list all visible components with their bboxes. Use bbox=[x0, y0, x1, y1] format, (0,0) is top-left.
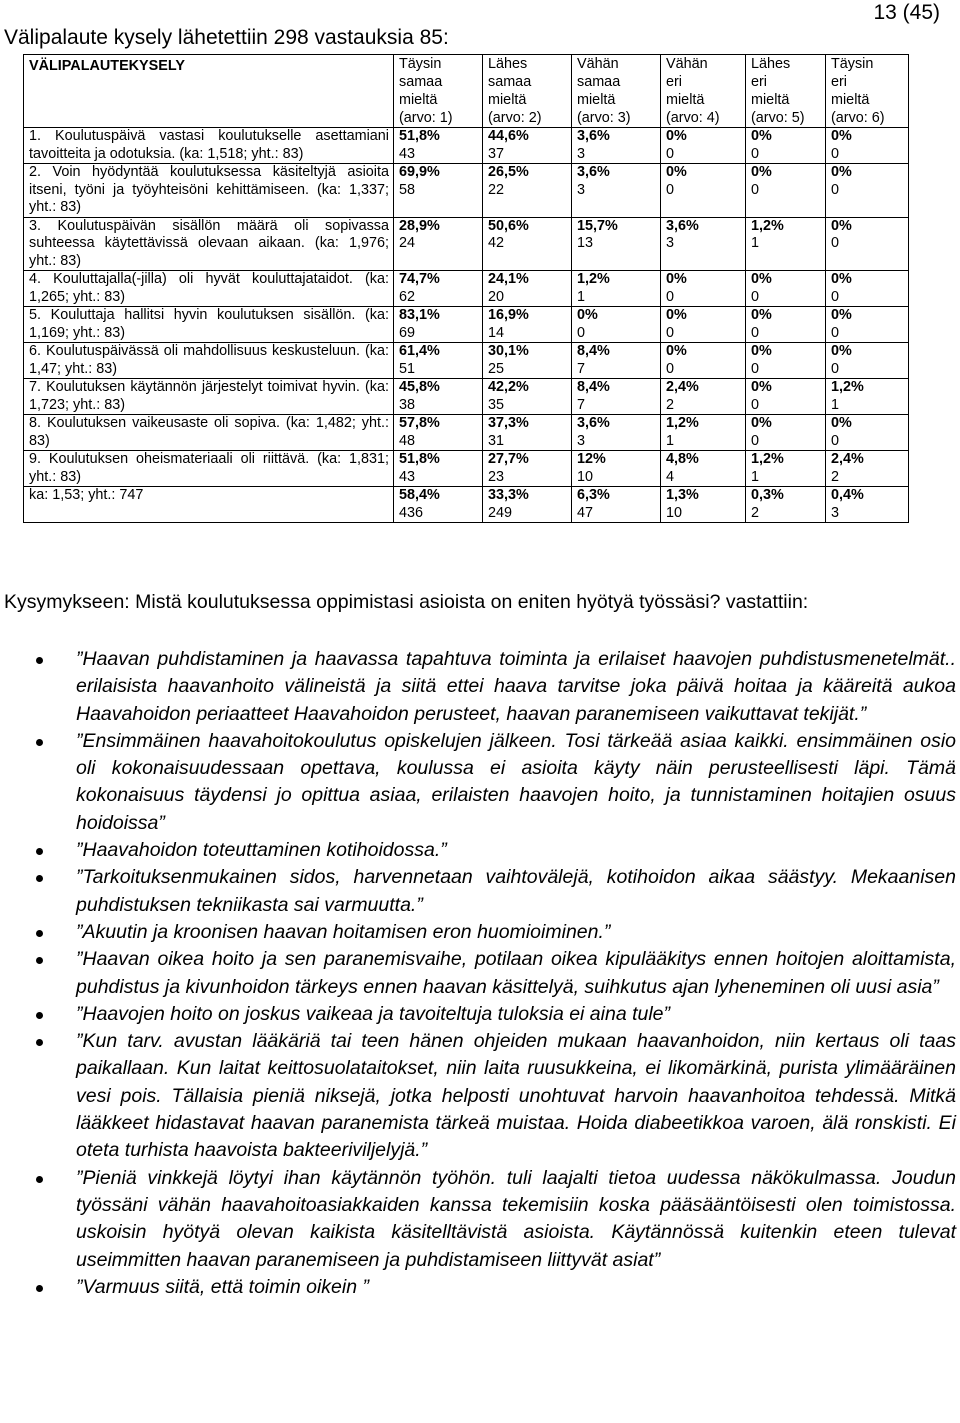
column-header-line: (arvo: 1) bbox=[399, 110, 453, 126]
percentage-value: 51,8% bbox=[399, 128, 440, 144]
page-number: 13 (45) bbox=[873, 1, 940, 24]
answer-text: ”Varmuus siitä, että toimin oikein ” bbox=[76, 1275, 369, 1298]
question-cell: 1. Koulutuspäivä vastasi koulutukselle asettamiani tavoitteita ja odotuksia. (ka: 1,518; yht.: 83) bbox=[24, 128, 394, 164]
result-cell bbox=[483, 271, 572, 307]
percentage-value: 0% bbox=[666, 164, 687, 180]
result-cell bbox=[661, 415, 746, 451]
percentage-value: 3,6% bbox=[577, 164, 610, 180]
column-header-line: mieltä bbox=[399, 92, 438, 108]
percentage-value: 0% bbox=[751, 128, 772, 144]
column-header-line: Lähes bbox=[488, 56, 528, 72]
percentage-value: 1,2% bbox=[751, 451, 784, 467]
column-header-line: eri bbox=[666, 74, 682, 90]
percentage-value: 0% bbox=[751, 415, 772, 431]
result-cell bbox=[661, 379, 746, 415]
count-value: 47 bbox=[577, 504, 594, 521]
percentage-value: 2,4% bbox=[666, 379, 699, 395]
result-cell bbox=[572, 164, 661, 218]
result-cell bbox=[826, 379, 909, 415]
answer-text: ”Kun tarv. avustan lääkäriä tai teen hänen ohjeiden mukaan haavanhoidon, niin kertaus oli taas paikallaan. Kun laitat keittosuolataitokset, niin laita ruusukkeina, ei likomärkinä, purista ylimääräinen vesi pois. Tällaisia pieniä niksejä, jotka helposti unohtuvat harvoin haavanhoitoa tehdessä. Mitkä lääkkeet hidastavat haavan paranemista tärkeä muistaa. Hoida diabeetikkoa varoen, älä ronskisti. Ei oteta turhista haavoista bakteeriviljelyjä.” bbox=[76, 1030, 956, 1162]
percentage-value: 30,1% bbox=[488, 343, 529, 359]
result-cell bbox=[746, 379, 826, 415]
percentage-value: 50,6% bbox=[488, 217, 529, 234]
percentage-value: 0% bbox=[831, 343, 852, 359]
result-cell bbox=[394, 307, 483, 343]
result-cell bbox=[572, 128, 661, 164]
column-header-line: samaa bbox=[399, 74, 443, 90]
percentage-value: 0% bbox=[831, 307, 852, 323]
count-value: 10 bbox=[666, 504, 683, 521]
count-value: 43 bbox=[399, 468, 416, 485]
count-value: 37 bbox=[488, 145, 505, 162]
table-body bbox=[24, 128, 909, 523]
count-value: 0 bbox=[751, 324, 760, 341]
result-cell bbox=[572, 307, 661, 343]
count-value: 20 bbox=[488, 288, 505, 305]
count-value: 69 bbox=[399, 324, 416, 341]
count-value: 0 bbox=[751, 432, 760, 449]
count-value: 7 bbox=[577, 360, 586, 377]
percentage-value: 1,2% bbox=[666, 415, 699, 431]
count-value: 0 bbox=[751, 288, 760, 305]
column-header bbox=[394, 55, 483, 128]
percentage-value: 16,9% bbox=[488, 307, 529, 323]
result-cell bbox=[572, 451, 661, 487]
question-cell: 4. Kouluttajalla(-jilla) oli hyvät kouluttajataidot. (ka: 1,265; yht.: 83) bbox=[24, 271, 394, 307]
count-value: 1 bbox=[831, 396, 840, 413]
percentage-value: 69,9% bbox=[399, 164, 440, 180]
column-header-line: Täysin bbox=[831, 56, 874, 72]
question-cell: 7. Koulutuksen käytännön järjestelyt toimivat hyvin. (ka: 1,723; yht.: 83) bbox=[24, 379, 394, 415]
result-cell bbox=[826, 451, 909, 487]
column-header-line: eri bbox=[831, 74, 847, 90]
result-cell bbox=[746, 217, 826, 271]
answer-item bbox=[36, 1001, 956, 1028]
percentage-value: 74,7% bbox=[399, 271, 440, 287]
result-cell bbox=[483, 487, 572, 523]
count-value: 2 bbox=[666, 396, 675, 413]
table-row bbox=[24, 128, 909, 164]
column-header-line: Täysin bbox=[399, 56, 442, 72]
result-cell bbox=[661, 271, 746, 307]
percentage-value: 44,6% bbox=[488, 128, 529, 144]
percentage-value: 0% bbox=[831, 217, 852, 234]
count-value: 0 bbox=[831, 324, 840, 341]
percentage-value: 12% bbox=[577, 451, 606, 467]
result-cell bbox=[572, 343, 661, 379]
column-header-line: Vähän bbox=[666, 56, 708, 72]
table-row bbox=[24, 451, 909, 487]
result-cell bbox=[483, 307, 572, 343]
count-value: 3 bbox=[577, 181, 586, 198]
answer-item bbox=[36, 919, 956, 946]
percentage-value: 61,4% bbox=[399, 343, 440, 359]
percentage-value: 45,8% bbox=[399, 379, 440, 395]
percentage-value: 27,7% bbox=[488, 451, 529, 467]
bullet-icon bbox=[36, 930, 43, 937]
column-header-line: Lähes bbox=[751, 56, 791, 72]
count-value: 0 bbox=[666, 360, 675, 377]
answer-text: ”Akuutin ja kroonisen haavan hoitamisen eron huomioiminen.” bbox=[76, 920, 611, 943]
percentage-value: 42,2% bbox=[488, 379, 529, 395]
count-value: 3 bbox=[577, 432, 586, 449]
bullet-icon bbox=[36, 1176, 43, 1183]
count-value: 4 bbox=[666, 468, 675, 485]
column-header-line: (arvo: 6) bbox=[831, 110, 885, 126]
result-cell bbox=[826, 128, 909, 164]
count-value: 0 bbox=[666, 181, 675, 198]
count-value: 58 bbox=[399, 181, 416, 198]
count-value: 0 bbox=[831, 360, 840, 377]
column-header-line: mieltä bbox=[751, 92, 790, 108]
result-cell bbox=[483, 343, 572, 379]
count-value: 436 bbox=[399, 504, 424, 521]
column-header-line: mieltä bbox=[666, 92, 705, 108]
count-value: 0 bbox=[666, 324, 675, 341]
column-header-line: samaa bbox=[577, 74, 621, 90]
result-cell bbox=[826, 164, 909, 218]
result-cell bbox=[661, 451, 746, 487]
result-cell bbox=[826, 415, 909, 451]
percentage-value: 0% bbox=[831, 271, 852, 287]
result-cell bbox=[826, 343, 909, 379]
result-cell bbox=[746, 451, 826, 487]
result-cell bbox=[826, 271, 909, 307]
count-value: 62 bbox=[399, 288, 416, 305]
count-value: 0 bbox=[666, 288, 675, 305]
percentage-value: 37,3% bbox=[488, 415, 529, 431]
question-cell: 8. Koulutuksen vaikeusaste oli sopiva. (ka: 1,482; yht.: 83) bbox=[24, 415, 394, 451]
result-cell bbox=[394, 415, 483, 451]
column-header-line: (arvo: 4) bbox=[666, 110, 720, 126]
count-value: 0 bbox=[831, 432, 840, 449]
percentage-value: 1,2% bbox=[831, 379, 864, 395]
result-cell bbox=[572, 271, 661, 307]
result-cell bbox=[394, 379, 483, 415]
table-row bbox=[24, 379, 909, 415]
column-header bbox=[746, 55, 826, 128]
percentage-value: 0% bbox=[666, 343, 687, 359]
answer-item bbox=[36, 1274, 956, 1301]
result-cell bbox=[661, 217, 746, 271]
percentage-value: 3,6% bbox=[577, 128, 610, 144]
count-value: 1 bbox=[666, 432, 675, 449]
percentage-value: 58,4% bbox=[399, 487, 440, 503]
count-value: 42 bbox=[488, 235, 505, 251]
answer-text: ”Haavojen hoito on joskus vaikeaa ja tavoiteltuja tuloksia ei aina tule” bbox=[76, 1002, 671, 1025]
result-cell bbox=[746, 415, 826, 451]
bullet-icon bbox=[36, 1039, 43, 1046]
column-header bbox=[572, 55, 661, 128]
answer-text: ”Haavan puhdistaminen ja haavassa tapahtuva toiminta ja erilaiset haavojen puhdistusmenetelmät.. erilaisista haavanhoito välineistä ja siitä ettei haava tarvitse joka päivä hoitaa ja kääreitä aukoa Haavahoidon periaatteet Haavahoidon perusteet, haavan paranemiseen vaikuttavat tekijät.” bbox=[76, 648, 956, 725]
table-row bbox=[24, 487, 909, 523]
percentage-value: 0% bbox=[751, 164, 772, 180]
count-value: 0 bbox=[666, 145, 675, 162]
column-header bbox=[483, 55, 572, 128]
percentage-value: 1,3% bbox=[666, 487, 699, 503]
count-value: 3 bbox=[577, 145, 586, 162]
count-value: 35 bbox=[488, 396, 505, 413]
bullet-icon bbox=[36, 1012, 43, 1019]
bullet-icon bbox=[36, 957, 43, 964]
result-cell bbox=[572, 379, 661, 415]
result-cell bbox=[572, 487, 661, 523]
bullet-icon bbox=[36, 739, 43, 746]
percentage-value: 0% bbox=[831, 164, 852, 180]
count-value: 22 bbox=[488, 181, 505, 198]
percentage-value: 51,8% bbox=[399, 451, 440, 467]
survey-results-table bbox=[23, 54, 909, 523]
percentage-value: 28,9% bbox=[399, 217, 440, 234]
table-row bbox=[24, 164, 909, 218]
percentage-value: 3,6% bbox=[577, 415, 610, 431]
count-value: 0 bbox=[577, 324, 586, 341]
percentage-value: 26,5% bbox=[488, 164, 529, 180]
count-value: 0 bbox=[751, 360, 760, 377]
question-cell: ka: 1,53; yht.: 747 bbox=[24, 487, 394, 523]
bullet-icon bbox=[36, 657, 43, 664]
answer-list bbox=[36, 646, 956, 1301]
count-value: 0 bbox=[751, 181, 760, 198]
count-value: 51 bbox=[399, 360, 416, 377]
answer-item bbox=[36, 946, 956, 1001]
percentage-value: 1,2% bbox=[751, 217, 784, 234]
percentage-value: 8,4% bbox=[577, 343, 610, 359]
table-row bbox=[24, 343, 909, 379]
percentage-value: 57,8% bbox=[399, 415, 440, 431]
result-cell bbox=[483, 217, 572, 271]
count-value: 1 bbox=[751, 235, 760, 251]
table-title: VÄLIPALAUTEKYSELY bbox=[24, 55, 394, 128]
survey-heading: Välipalaute kysely lähetettiin 298 vastauksia 85: bbox=[4, 26, 449, 49]
table-row bbox=[24, 271, 909, 307]
result-cell bbox=[394, 217, 483, 271]
bullet-icon bbox=[36, 875, 43, 882]
result-cell bbox=[661, 487, 746, 523]
count-value: 3 bbox=[666, 235, 675, 251]
result-cell bbox=[826, 487, 909, 523]
result-cell bbox=[826, 217, 909, 271]
answer-item bbox=[36, 837, 956, 864]
percentage-value: 1,2% bbox=[577, 271, 610, 287]
count-value: 24 bbox=[399, 235, 416, 251]
question-cell: 3. Koulutuspäivän sisällön määrä oli sopivassa suhteessa käytettävissä olevaan aikaan. (ka: 1,976; yht.: 83) bbox=[24, 217, 394, 271]
count-value: 1 bbox=[577, 288, 586, 305]
result-cell bbox=[483, 415, 572, 451]
column-header-line: samaa bbox=[488, 74, 532, 90]
result-cell bbox=[394, 487, 483, 523]
percentage-value: 0% bbox=[666, 307, 687, 323]
count-value: 0 bbox=[751, 145, 760, 162]
count-value: 0 bbox=[831, 288, 840, 305]
question-cell: 2. Voin hyödyntää koulutuksessa käsiteltyjä asioita itseni, työni ja työyhteisöni kehittämiseen. (ka: 1,337; yht.: 83) bbox=[24, 164, 394, 218]
table-row bbox=[24, 307, 909, 343]
result-cell bbox=[661, 164, 746, 218]
result-cell bbox=[661, 128, 746, 164]
percentage-value: 6,3% bbox=[577, 487, 610, 503]
column-header-line: Vähän bbox=[577, 56, 619, 72]
result-cell bbox=[394, 343, 483, 379]
result-cell bbox=[746, 307, 826, 343]
table-header-row bbox=[24, 55, 909, 128]
result-cell bbox=[394, 271, 483, 307]
column-header-line: mieltä bbox=[831, 92, 870, 108]
percentage-value: 8,4% bbox=[577, 379, 610, 395]
percentage-value: 0,4% bbox=[831, 487, 864, 503]
percentage-value: 0% bbox=[751, 271, 772, 287]
percentage-value: 0% bbox=[831, 128, 852, 144]
result-cell bbox=[394, 451, 483, 487]
answer-item bbox=[36, 1028, 956, 1164]
column-header-line: mieltä bbox=[488, 92, 527, 108]
question-cell: 5. Kouluttaja hallitsi hyvin koulutuksen sisällön. (ka: 1,169; yht.: 83) bbox=[24, 307, 394, 343]
answer-item bbox=[36, 646, 956, 728]
result-cell bbox=[746, 343, 826, 379]
answer-text: ”Haavan oikea hoito ja sen paranemisvaihe, potilaan oikea kipulääkitys ennen hoitojen aloittamista, puhdistus ja kivunhoidon tärkeys ennen haavan käsittelyä, suihkutus ajan lyheneminen oli uusi asia” bbox=[76, 948, 956, 998]
result-cell bbox=[826, 307, 909, 343]
count-value: 0 bbox=[831, 181, 840, 198]
open-question-intro: Kysymykseen: Mistä koulutuksessa oppimistasi asioista on eniten hyötyä työssäsi? vastattiin: bbox=[4, 591, 809, 613]
result-cell bbox=[483, 128, 572, 164]
result-cell bbox=[394, 128, 483, 164]
question-cell: 6. Koulutuspäivässä oli mahdollisuus keskusteluun. (ka: 1,47; yht.: 83) bbox=[24, 343, 394, 379]
count-value: 3 bbox=[831, 504, 840, 521]
result-cell bbox=[572, 415, 661, 451]
bullet-icon bbox=[36, 1285, 43, 1292]
answer-item bbox=[36, 864, 956, 919]
table-row bbox=[24, 415, 909, 451]
column-header-line: (arvo: 5) bbox=[751, 110, 805, 126]
percentage-value: 0% bbox=[751, 379, 772, 395]
count-value: 0 bbox=[831, 145, 840, 162]
count-value: 43 bbox=[399, 145, 416, 162]
result-cell bbox=[483, 451, 572, 487]
answer-item bbox=[36, 728, 956, 837]
result-cell bbox=[661, 307, 746, 343]
count-value: 249 bbox=[488, 504, 513, 521]
result-cell bbox=[746, 164, 826, 218]
percentage-value: 0% bbox=[831, 415, 852, 431]
percentage-value: 2,4% bbox=[831, 451, 864, 467]
percentage-value: 15,7% bbox=[577, 217, 618, 234]
percentage-value: 4,8% bbox=[666, 451, 699, 467]
result-cell bbox=[746, 128, 826, 164]
percentage-value: 0,3% bbox=[751, 487, 784, 503]
count-value: 2 bbox=[751, 504, 760, 521]
count-value: 31 bbox=[488, 432, 505, 449]
percentage-value: 33,3% bbox=[488, 487, 529, 503]
percentage-value: 83,1% bbox=[399, 307, 440, 323]
result-cell bbox=[483, 379, 572, 415]
answer-text: ”Haavahoidon toteuttaminen kotihoidossa.” bbox=[76, 839, 447, 862]
count-value: 48 bbox=[399, 432, 416, 449]
column-header-line: (arvo: 2) bbox=[488, 110, 542, 126]
count-value: 2 bbox=[831, 468, 840, 485]
percentage-value: 24,1% bbox=[488, 271, 529, 287]
column-header-line: mieltä bbox=[577, 92, 616, 108]
result-cell bbox=[746, 271, 826, 307]
percentage-value: 0% bbox=[666, 128, 687, 144]
count-value: 10 bbox=[577, 468, 594, 485]
count-value: 25 bbox=[488, 360, 505, 377]
percentage-value: 3,6% bbox=[666, 217, 699, 234]
result-cell bbox=[394, 164, 483, 218]
column-header bbox=[661, 55, 746, 128]
percentage-value: 0% bbox=[751, 343, 772, 359]
column-header-line: (arvo: 3) bbox=[577, 110, 631, 126]
percentage-value: 0% bbox=[577, 307, 598, 323]
count-value: 38 bbox=[399, 396, 416, 413]
question-cell: 9. Koulutuksen oheismateriaali oli riittävä. (ka: 1,831; yht.: 83) bbox=[24, 451, 394, 487]
bullet-icon bbox=[36, 848, 43, 855]
count-value: 14 bbox=[488, 324, 505, 341]
result-cell bbox=[661, 343, 746, 379]
count-value: 7 bbox=[577, 396, 586, 413]
answer-text: ”Tarkoituksenmukainen sidos, harvennetaan vaihtovälejä, kotihoidon aikaa säästyy. Mekaanisen puhdistuksen tekniikasta sai varmuutta.” bbox=[76, 866, 956, 916]
column-header bbox=[826, 55, 909, 128]
table-row bbox=[24, 217, 909, 271]
percentage-value: 0% bbox=[666, 271, 687, 287]
answer-text: ”Ensimmäinen haavahoitokoulutus opiskelujen jälkeen. Tosi tärkeää asiaa kaikki. ensimmäinen osio oli kokonaisuudessaan opettava, koulussa ei asioita käyty näin perusteellisesti läpi. Tämä kokonaisuus täydensi jo opittua asiaa, erilaisten haavojen hoito, ja tunnistaminen hoitajien osuus hoidoissa” bbox=[76, 729, 956, 834]
count-value: 13 bbox=[577, 235, 594, 251]
count-value: 23 bbox=[488, 468, 505, 485]
percentage-value: 0% bbox=[751, 307, 772, 323]
count-value: 0 bbox=[751, 396, 760, 413]
answer-item bbox=[36, 1165, 956, 1274]
count-value: 1 bbox=[751, 468, 760, 485]
result-cell bbox=[572, 217, 661, 271]
count-value: 0 bbox=[831, 235, 840, 251]
answer-text: ”Pieniä vinkkejä löytyi ihan käytännön työhön. tuli laajalti tietoa uudessa näkökulmassa. Joudun työssäni vähän haavahoitoasiakkaiden kanssa tekemisiin koska pääsääntöisesti olen toimistossa. uskoisin hyötyä olevan kaikista käsitelltävistä asioista. Käytännössä kuitenkin eteen tulevat useimmitten haavan paranemiseen ja puhdistamiseen liittyvät asiat” bbox=[76, 1166, 956, 1271]
column-header-line: eri bbox=[751, 74, 767, 90]
result-cell bbox=[746, 487, 826, 523]
result-cell bbox=[483, 164, 572, 218]
